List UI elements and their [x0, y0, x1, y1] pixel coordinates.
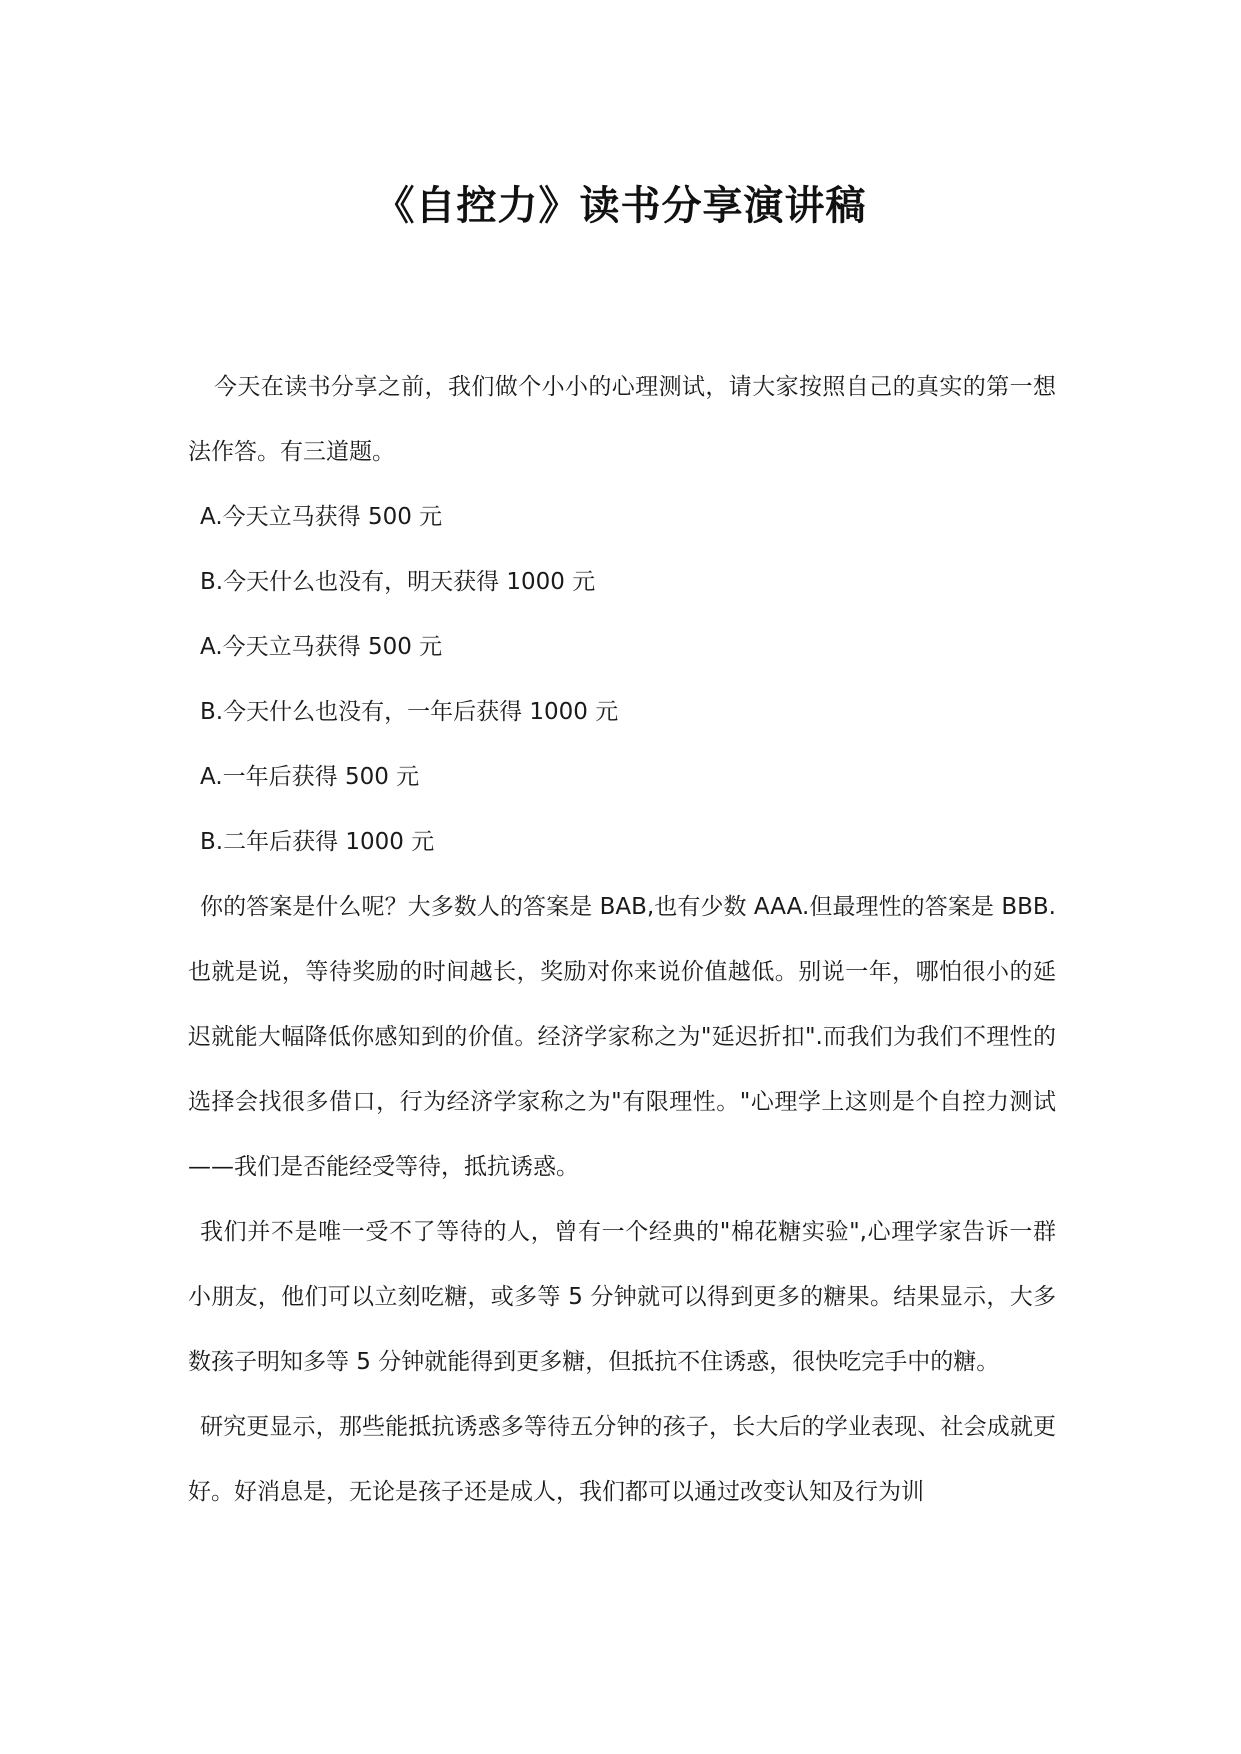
paragraph-answer: 你的答案是什么呢？大多数人的答案是 BAB,也有少数 AAA.但最理性的答案是 BBB.也就是说，等待奖励的时间越长，奖励对你来说价值越低。别说一年，哪怕很小的延迟就能大幅降低你感知到的价值。经济学家称之为"延迟折扣".而我们为我们不理性的选择会找很多借口，行为经济学家称之为"有限理性。"心理学上这则是个自控力测试——我们是否能经受等待，抵抗诱惑。 — [188, 894, 1056, 1180]
option-q1-b: B.今天什么也没有，明天获得 1000 元 — [200, 569, 596, 595]
document-body — [188, 355, 1056, 1525]
paragraph-intro: 今天在读书分享之前，我们做个小小的心理测试，请大家按照自己的真实的第一想法作答。有三道题。 — [188, 374, 1056, 465]
document-title: 《自控力》读书分享演讲稿 — [374, 183, 867, 229]
paragraph-research: 研究更显示，那些能抵抗诱惑多等待五分钟的孩子，长大后的学业表现、社会成就更好。好消息是，无论是孩子还是成人，我们都可以通过改变认知及行为训 — [188, 1414, 1056, 1505]
option-q2-b: B.今天什么也没有，一年后获得 1000 元 — [200, 699, 619, 725]
option-q1-a: A.今天立马获得 500 元 — [200, 504, 443, 530]
paragraph-marshmallow: 我们并不是唯一受不了等待的人，曾有一个经典的"棉花糖实验",心理学家告诉一群小朋友，他们可以立刻吃糖，或多等 5 分钟就可以得到更多的糖果。结果显示，大多数孩子明知多等 5 分钟就能得到更多糖，但抵抗不住诱惑，很快吃完手中的糖。 — [188, 1219, 1056, 1375]
option-q2-a: A.今天立马获得 500 元 — [200, 634, 443, 660]
option-q3-a: A.一年后获得 500 元 — [200, 764, 420, 790]
option-q3-b: B.二年后获得 1000 元 — [200, 829, 435, 855]
